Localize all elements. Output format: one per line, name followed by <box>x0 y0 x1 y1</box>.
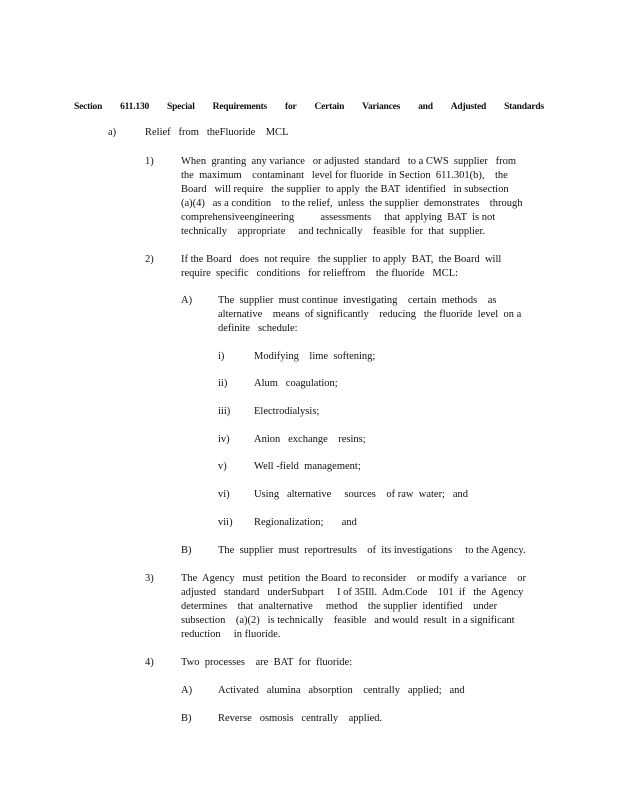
item-2-paragraph <box>181 253 538 281</box>
roman-item-text: Regionalization; and <box>254 517 357 528</box>
roman-item-label: iv) <box>218 434 230 445</box>
heading-word: Standards <box>504 102 544 112</box>
item-4-sub-text: Activated alumina absorption centrally applied; and <box>218 685 465 696</box>
item-4-label: 4) <box>145 657 154 668</box>
sub-A-label: A) <box>181 295 193 306</box>
item-3-line: adjusted standard underSubpart I of 35Ill. Adm.Code 101 if the Agency <box>181 587 524 598</box>
item-1-line: When granting any variance or adjusted standard to a CWS supplier from <box>181 156 517 167</box>
item-4-sub-label: A) <box>181 685 193 696</box>
heading-section-word: Section <box>74 102 103 112</box>
roman-item-label: iii) <box>218 406 231 417</box>
roman-item-text: Alum coagulation; <box>254 378 338 389</box>
roman-item-label: i) <box>218 351 225 362</box>
item-4-sub-label: B) <box>181 713 192 724</box>
heading-word: Adjusted <box>450 102 487 112</box>
heading-word: Certain <box>314 102 345 112</box>
heading-word: Special <box>167 102 195 112</box>
roman-item-text: Electrodialysis; <box>254 406 320 417</box>
item-1-label: 1) <box>145 156 154 167</box>
item-3-line: determines that analternative method the supplier identified under <box>181 601 498 612</box>
item-2-line: If the Board does not require the supplier to apply BAT, the Board will <box>181 254 502 265</box>
roman-item-label: v) <box>218 461 227 472</box>
sub-A-line: definite schedule: <box>218 323 298 334</box>
sub-A-line: alternative means of significantly reducing the fluoride level on a <box>218 309 522 320</box>
heading-section-number: 611.130 <box>120 102 150 112</box>
sub-A-paragraph <box>218 294 536 336</box>
heading-word: and <box>418 102 433 112</box>
subsection-a-label: a) <box>108 127 117 138</box>
item-3-line: The Agency must petition the Board to reconsider or modify a variance or <box>181 573 526 584</box>
item-1-line: technically appropriate and technically feasible for that supplier. <box>181 226 486 237</box>
item-4-sub-text: Reverse osmosis centrally applied. <box>218 713 383 724</box>
item-3-line: reduction in fluoride. <box>181 629 281 640</box>
subsection-a-title: Relief from theFluoride MCL <box>145 127 289 138</box>
roman-item-text: Well -field management; <box>254 461 361 472</box>
roman-item-text: Modifying lime softening; <box>254 351 376 362</box>
item-3-paragraph <box>181 572 538 642</box>
item-1-paragraph <box>181 155 538 239</box>
roman-item-label: ii) <box>218 378 228 389</box>
item-1-line: the maximum contaminant level for fluoride in Section 611.301(b), the <box>181 170 508 181</box>
item-2-label: 2) <box>145 254 154 265</box>
roman-item-label: vi) <box>218 489 230 500</box>
section-heading <box>74 100 544 114</box>
item-1-line: Board will require the supplier to apply the BAT identified in subsection <box>181 184 509 195</box>
item-4-text: Two processes are BAT for fluoride: <box>181 657 353 668</box>
item-3-label: 3) <box>145 573 154 584</box>
roman-item-text: Anion exchange resins; <box>254 434 366 445</box>
item-1-line: comprehensiveengineering assessments that applying BAT is not <box>181 212 496 223</box>
heading-word: Requirements <box>212 102 268 112</box>
sub-B-label: B) <box>181 545 192 556</box>
roman-item-text: Using alternative sources of raw water; and <box>254 489 469 500</box>
heading-word: for <box>284 102 297 112</box>
sub-A-line: The supplier must continue investigating certain methods as <box>218 295 497 306</box>
item-1-line: (a)(4) as a condition to the relief, unless the supplier demonstrates through <box>181 198 523 209</box>
item-3-line: subsection (a)(2) is technically feasible and would result in a significant <box>181 615 515 626</box>
roman-item-label: vii) <box>218 517 233 528</box>
item-2-line: require specific conditions for relieffrom the fluoride MCL: <box>181 268 459 279</box>
heading-word: Variances <box>362 102 401 112</box>
sub-B-text: The supplier must reportresults of its investigations to the Agency. <box>218 545 526 556</box>
